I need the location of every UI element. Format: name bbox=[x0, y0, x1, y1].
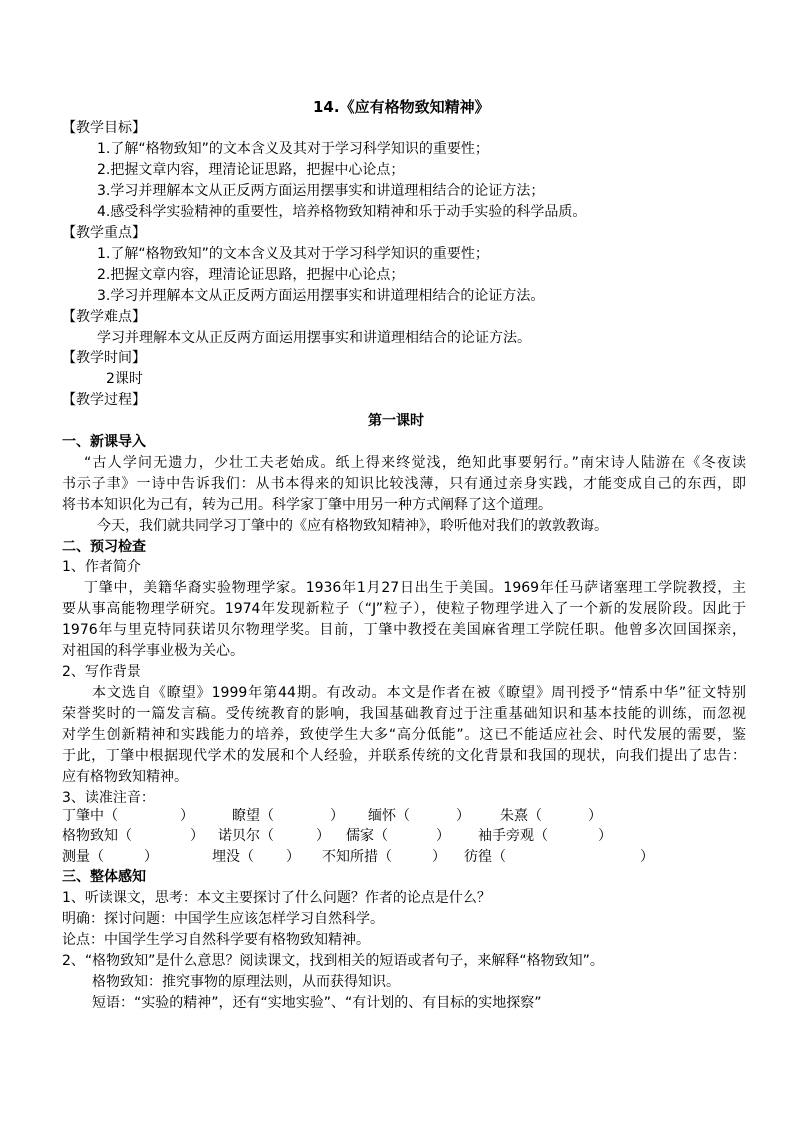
goals-heading: 【教学目标】 bbox=[62, 120, 146, 136]
intro-paragraph-line: 今天，我们就共同学习丁肇中的《应有格物致知精神》，聆听他对我们的敦敦教诲。 bbox=[97, 518, 608, 534]
background-paragraph-line: 本文选自《瞭望》1999年第44期。有改动。本文是作者在被《瞭望》周刊授予“情系中华”征文特别 bbox=[92, 685, 746, 701]
pinyin-word: 丁肇中（ bbox=[62, 808, 118, 824]
background-subheading: 2、写作背景 bbox=[62, 664, 141, 680]
answer-1-thesis: 论点：中国学生学习自然科学要有格物致知精神。 bbox=[62, 932, 370, 948]
background-paragraph-line: 于此，丁肇中根据现代学术的发展和个人经验，并联系传统的文化背景和我国的现状，向我们提出了忠告： bbox=[62, 748, 746, 764]
pinyin-word: 袖手旁观（ bbox=[478, 828, 548, 844]
background-paragraph-line: 荣誉奖时的一篇发言稿。受传统教育的影响，我国基础教育过于注重基础知识和基本技能的训练，而忽视 bbox=[62, 706, 746, 722]
pinyin-bracket-close: ） bbox=[190, 828, 204, 844]
author-paragraph-line: 对祖国的科学事业极为关心。 bbox=[62, 643, 244, 659]
pinyin-bracket-close: ） bbox=[316, 828, 330, 844]
pinyin-word: 埋没（ bbox=[212, 849, 254, 865]
intro-paragraph-line: 书示子聿》一诗中告诉我们：从书本得来的知识比较浅薄，只有通过亲身实践，才能变成自己的东西，即 bbox=[62, 476, 746, 492]
pinyin-bracket-close: ） bbox=[456, 808, 470, 824]
pinyin-bracket-close: ） bbox=[180, 808, 194, 824]
process-heading: 【教学过程】 bbox=[62, 392, 146, 408]
pinyin-bracket-close: ） bbox=[144, 849, 158, 865]
keypoint-item: 2.把握文章内容，理清论证思路，把握中心论点； bbox=[97, 267, 405, 283]
pinyin-word: 彷徨（ bbox=[464, 849, 506, 865]
pinyin-word: 不知所措（ bbox=[322, 849, 392, 865]
author-paragraph-line: 丁肇中，美籍华裔实验物理学家。1936年1月27日出生于美国。1969年任马萨诸塞理工学院教授，主 bbox=[84, 580, 746, 596]
question-2: 2、“格物致知”是什么意思？阅读课文，找到相关的短语或者句子，来解释“格物致知”。 bbox=[62, 953, 604, 969]
difficulty-heading: 【教学难点】 bbox=[62, 309, 146, 325]
lesson-one-heading: 第一课时 bbox=[368, 413, 424, 429]
keypoint-item: 3.学习并理解本文从正反两方面运用摆事实和讲道理相结合的论证方法。 bbox=[97, 288, 545, 304]
pinyin-subheading: 3、读准注音： bbox=[62, 790, 155, 806]
pinyin-word: 缅怀（ bbox=[368, 808, 410, 824]
pinyin-bracket-close: ） bbox=[432, 849, 446, 865]
pinyin-word: 格物致知（ bbox=[62, 828, 132, 844]
pinyin-bracket-close: ） bbox=[286, 849, 300, 865]
pinyin-word: 测量（ bbox=[62, 849, 104, 865]
pinyin-bracket-close: ） bbox=[588, 808, 602, 824]
time-text: 2课时 bbox=[106, 371, 143, 387]
pinyin-bracket-close: ） bbox=[330, 808, 344, 824]
pinyin-word: 诺贝尔（ bbox=[218, 828, 274, 844]
page-title: 14.《应有格物致知精神》 bbox=[313, 98, 490, 116]
answer-2-phrases: 短语：“实验的精神”，还有“实地实验”、“有计划的、有目标的实地探察” bbox=[92, 995, 542, 1011]
keypoint-item: 1.了解“格物致知”的文本含义及其对于学习科学知识的重要性； bbox=[97, 246, 489, 262]
keypoints-heading: 【教学重点】 bbox=[62, 225, 146, 241]
answer-2: 格物致知：推究事物的原理法则，从而获得知识。 bbox=[92, 974, 400, 990]
pinyin-word: 瞭望（ bbox=[232, 808, 274, 824]
goal-item: 2.把握文章内容，理清论证思路，把握中心论点； bbox=[97, 162, 405, 178]
pinyin-bracket-close: ） bbox=[640, 849, 654, 865]
section-preview-heading: 二、预习检查 bbox=[62, 539, 146, 555]
time-heading: 【教学时间】 bbox=[62, 350, 146, 366]
author-paragraph-line: 要从事高能物理学研究。1974年发现新粒子（“J”粒子），使粒子物理学进入了一个新的发展阶段。因此于 bbox=[62, 601, 746, 617]
intro-paragraph-line: 将书本知识化为己有，转为己用。科学家丁肇中用另一种方式阐释了这个道理。 bbox=[62, 497, 552, 513]
pinyin-bracket-close: ） bbox=[598, 828, 612, 844]
goal-item: 4.感受科学实验精神的重要性，培养格物致知精神和乐于动手实验的科学品质。 bbox=[97, 204, 587, 220]
pinyin-word: 朱熹（ bbox=[500, 808, 542, 824]
intro-paragraph-line: “古人学问无遗力，少壮工夫老始成。纸上得来终觉浅，绝知此事要躬行。”南宋诗人陆游在《冬夜读 bbox=[84, 455, 746, 471]
goal-item: 1.了解“格物致知”的文本含义及其对于学习科学知识的重要性； bbox=[97, 141, 489, 157]
section-intro-heading: 一、新课导入 bbox=[62, 434, 146, 450]
author-subheading: 1、作者简介 bbox=[62, 559, 141, 575]
author-paragraph-line: 1976年与里克特同获诺贝尔物理学奖。目前，丁肇中教授在美国麻省理工学院任职。他曾多次回国探亲， bbox=[62, 622, 746, 638]
pinyin-bracket-close: ） bbox=[436, 828, 450, 844]
answer-1: 明确：探讨问题：中国学生应该怎样学习自然科学。 bbox=[62, 911, 384, 927]
goal-item: 3.学习并理解本文从正反两方面运用摆事实和讲道理相结合的论证方法； bbox=[97, 183, 545, 199]
question-1: 1、听读课文，思考：本文主要探讨了什么问题？作者的论点是什么？ bbox=[62, 890, 491, 906]
background-paragraph-line: 应有格物致知精神。 bbox=[62, 769, 188, 785]
section-overall-heading: 三、整体感知 bbox=[62, 869, 146, 885]
difficulty-text: 学习并理解本文从正反两方面运用摆事实和讲道理相结合的论证方法。 bbox=[97, 330, 531, 346]
background-paragraph-line: 对学生创新精神和实践能力的培养，致使学生大多“高分低能”。这已不能适应社会、时代发展的需要，鉴 bbox=[62, 727, 746, 743]
pinyin-word: 儒家（ bbox=[346, 828, 388, 844]
